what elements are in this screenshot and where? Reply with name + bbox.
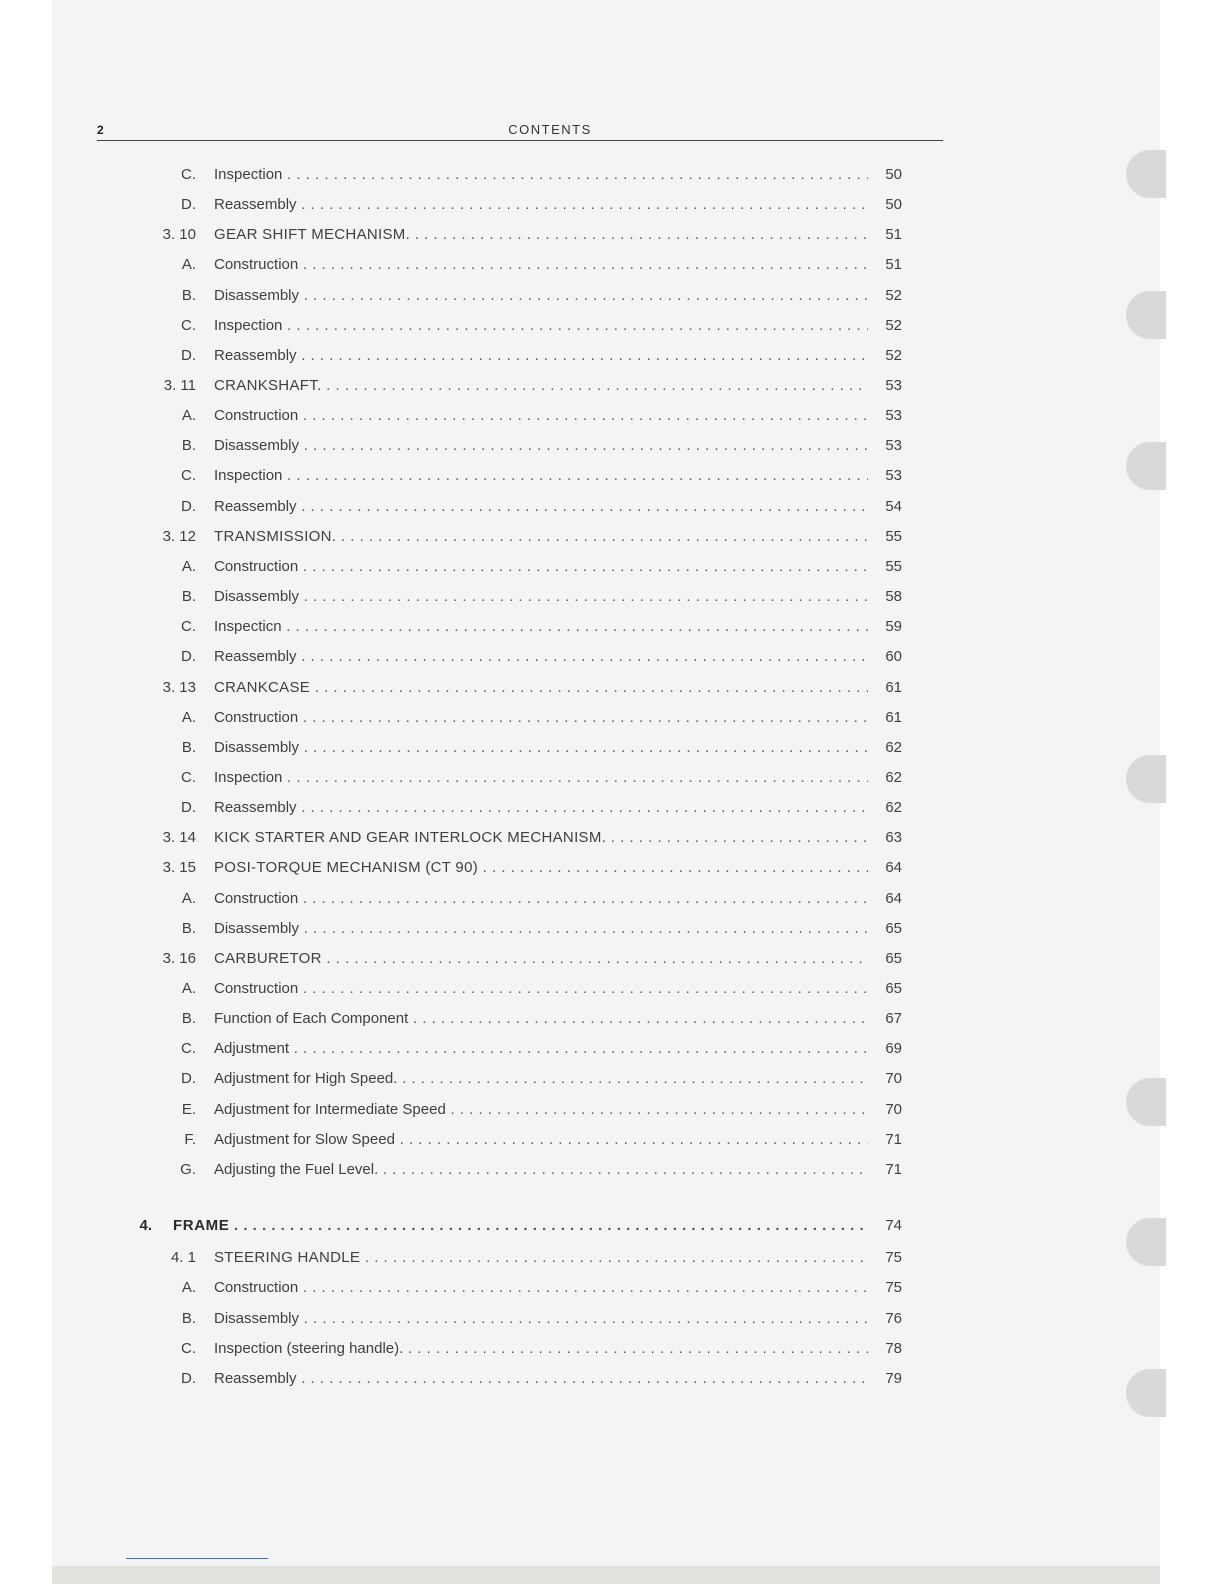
toc-entry-title: CARBURETOR . . . bbox=[214, 948, 868, 970]
toc-entry-number: 3. 14 bbox=[162, 829, 196, 846]
toc-item-row[interactable] bbox=[0, 586, 1224, 608]
toc-entry-title: Disassembly . . . bbox=[214, 1308, 868, 1330]
toc-entry-page: 52 bbox=[885, 317, 902, 334]
toc-entry-title: KICK STARTER AND GEAR INTERLOCK MECHANISM. . . . bbox=[214, 827, 868, 849]
toc-entry-page: 54 bbox=[885, 498, 902, 515]
toc-entry-title: STEERING HANDLE . . . bbox=[214, 1247, 868, 1269]
toc-item-row[interactable] bbox=[0, 194, 1224, 216]
toc-entry-page: 63 bbox=[885, 829, 902, 846]
toc-item-row[interactable] bbox=[0, 646, 1224, 668]
toc-item-row[interactable] bbox=[0, 1368, 1224, 1390]
binder-hole bbox=[1126, 442, 1166, 490]
toc-entry-page: 51 bbox=[885, 226, 902, 243]
toc-entry-number: G. bbox=[180, 1161, 196, 1178]
toc-entry-page: 50 bbox=[885, 196, 902, 213]
toc-item-row[interactable] bbox=[0, 767, 1224, 789]
toc-entry-page: 53 bbox=[885, 437, 902, 454]
toc-entry-number: 3. 11 bbox=[163, 377, 196, 394]
toc-entry-page: 64 bbox=[885, 859, 902, 876]
toc-item-row[interactable] bbox=[0, 737, 1224, 759]
toc-entry-title: Disassembly . . . bbox=[214, 586, 868, 608]
toc-entry-number: A. bbox=[181, 1279, 196, 1296]
toc-entry-number: A. bbox=[181, 558, 196, 575]
toc-entry-number: E. bbox=[181, 1101, 196, 1118]
toc-item-row[interactable] bbox=[0, 345, 1224, 367]
toc-entry-number: B. bbox=[181, 920, 196, 937]
binder-hole bbox=[1126, 1218, 1166, 1266]
toc-entry-title: Adjustment for Intermediate Speed . . . bbox=[214, 1099, 868, 1121]
toc-entry-page: 53 bbox=[885, 467, 902, 484]
toc-chapter-row[interactable] bbox=[0, 1215, 1224, 1237]
toc-entry-number: C. bbox=[181, 618, 196, 635]
toc-entry-page: 61 bbox=[885, 679, 902, 696]
toc-entry-title: Construction . . . bbox=[214, 405, 868, 427]
binder-hole bbox=[1126, 150, 1166, 198]
toc-item-row[interactable] bbox=[0, 405, 1224, 427]
toc-entry-page: 75 bbox=[885, 1249, 902, 1266]
toc-entry-number: F. bbox=[184, 1131, 196, 1148]
header-rule bbox=[97, 140, 943, 141]
toc-section-row[interactable] bbox=[0, 224, 1224, 246]
toc-entry-title: Construction . . . bbox=[214, 978, 868, 1000]
toc-entry-page: 67 bbox=[885, 1010, 902, 1027]
toc-item-row[interactable] bbox=[0, 978, 1224, 1000]
toc-entry-number: C. bbox=[181, 166, 196, 183]
toc-item-row[interactable] bbox=[0, 1099, 1224, 1121]
toc-entry-number: B. bbox=[181, 437, 196, 454]
toc-entry-page: 62 bbox=[885, 799, 902, 816]
toc-entry-number: D. bbox=[181, 1370, 196, 1387]
toc-entry-number: A. bbox=[181, 256, 196, 273]
toc-entry-title: POSI-TORQUE MECHANISM (CT 90) . . . bbox=[214, 857, 868, 879]
toc-entry-title: TRANSMISSION. . . . bbox=[214, 526, 868, 548]
bottom-link-underline bbox=[126, 1558, 268, 1559]
toc-entry-title: Disassembly . . . bbox=[214, 435, 868, 457]
toc-entry-title: Reassembly . . . bbox=[214, 345, 868, 367]
toc-entry-number: C. bbox=[181, 769, 196, 786]
toc-entry-number: B. bbox=[181, 287, 196, 304]
toc-section-row[interactable] bbox=[0, 526, 1224, 548]
toc-item-row[interactable] bbox=[0, 1159, 1224, 1181]
toc-entry-title: Construction . . . bbox=[214, 707, 868, 729]
toc-item-row[interactable] bbox=[0, 254, 1224, 276]
toc-entry-page: 62 bbox=[885, 769, 902, 786]
toc-item-row[interactable] bbox=[0, 707, 1224, 729]
toc-section-row[interactable] bbox=[0, 948, 1224, 970]
toc-entry-number: A. bbox=[181, 709, 196, 726]
toc-entry-page: 64 bbox=[885, 890, 902, 907]
toc-entry-number: B. bbox=[181, 739, 196, 756]
toc-entry-title: Adjustment . . . bbox=[214, 1038, 868, 1060]
toc-item-row[interactable] bbox=[0, 164, 1224, 186]
toc-entry-title: Inspecticn . . . bbox=[214, 616, 868, 638]
toc-entry-number: 4. 1 bbox=[170, 1249, 196, 1266]
toc-entry-title: Construction . . . bbox=[214, 888, 868, 910]
toc-entry-title: GEAR SHIFT MECHANISM. . . . bbox=[214, 224, 868, 246]
toc-entry-number: D. bbox=[181, 648, 196, 665]
toc-entry-number: C. bbox=[181, 1040, 196, 1057]
toc-entry-page: 50 bbox=[885, 166, 902, 183]
toc-entry-page: 76 bbox=[885, 1310, 902, 1327]
toc-item-row[interactable] bbox=[0, 285, 1224, 307]
toc-entry-page: 52 bbox=[885, 287, 902, 304]
toc-item-row[interactable] bbox=[0, 315, 1224, 337]
toc-entry-title: Adjusting the Fuel Level. . . . bbox=[214, 1159, 868, 1181]
toc-entry-number: D. bbox=[181, 347, 196, 364]
toc-entry-page: 60 bbox=[885, 648, 902, 665]
toc-entry-title: Reassembly . . . bbox=[214, 194, 868, 216]
binder-hole bbox=[1126, 755, 1166, 803]
toc-entry-page: 52 bbox=[885, 347, 902, 364]
toc-entry-page: 59 bbox=[885, 618, 902, 635]
toc-entry-page: 78 bbox=[885, 1340, 902, 1357]
toc-item-row[interactable] bbox=[0, 1338, 1224, 1360]
toc-entry-page: 70 bbox=[885, 1070, 902, 1087]
toc-entry-title: Construction . . . bbox=[214, 556, 868, 578]
toc-item-row[interactable] bbox=[0, 1008, 1224, 1030]
toc-item-row[interactable] bbox=[0, 1068, 1224, 1090]
toc-entry-title: Inspection (steering handle). . . . bbox=[214, 1338, 868, 1360]
toc-entry-title: Reassembly . . . bbox=[214, 646, 868, 668]
toc-entry-page: 74 bbox=[885, 1217, 902, 1234]
toc-entry-page: 69 bbox=[885, 1040, 902, 1057]
running-head: CONTENTS bbox=[508, 122, 592, 137]
toc-entry-number: D. bbox=[181, 799, 196, 816]
toc-section-row[interactable] bbox=[0, 857, 1224, 879]
toc-entry-number: C. bbox=[181, 467, 196, 484]
toc-entry-page: 53 bbox=[885, 377, 902, 394]
toc-item-row[interactable] bbox=[0, 1308, 1224, 1330]
toc-entry-title: Reassembly . . . bbox=[214, 797, 868, 819]
toc-entry-number: 3. 13 bbox=[162, 679, 196, 696]
toc-item-row[interactable] bbox=[0, 496, 1224, 518]
binder-hole bbox=[1126, 1078, 1166, 1126]
toc-section-row[interactable] bbox=[0, 375, 1224, 397]
toc-entry-number: 3. 16 bbox=[162, 950, 196, 967]
toc-entry-number: D. bbox=[181, 498, 196, 515]
toc-entry-page: 70 bbox=[885, 1101, 902, 1118]
toc-entry-number: 4. bbox=[139, 1217, 152, 1234]
toc-entry-title: Reassembly . . . bbox=[214, 496, 868, 518]
toc-entry-page: 65 bbox=[885, 950, 902, 967]
toc-entry-number: B. bbox=[181, 1310, 196, 1327]
toc-entry-title: Inspection . . . bbox=[214, 315, 868, 337]
toc-entry-title: Reassembly . . . bbox=[214, 1368, 868, 1390]
toc-item-row[interactable] bbox=[0, 1277, 1224, 1299]
toc-entry-title: Inspection . . . bbox=[214, 465, 868, 487]
binder-hole bbox=[1126, 1369, 1166, 1417]
toc-entry-title: CRANKSHAFT. . . . bbox=[214, 375, 868, 397]
page-bottom-edge bbox=[52, 1566, 1160, 1584]
toc-entry-number: B. bbox=[181, 588, 196, 605]
toc-entry-title: Adjustment for High Speed. . . . bbox=[214, 1068, 868, 1090]
toc-entry-title: Function of Each Component . . . bbox=[214, 1008, 868, 1030]
toc-entry-number: A. bbox=[181, 890, 196, 907]
toc-entry-title: Construction . . . bbox=[214, 254, 868, 276]
toc-item-row[interactable] bbox=[0, 616, 1224, 638]
binder-hole bbox=[1126, 291, 1166, 339]
toc-entry-number: A. bbox=[181, 980, 196, 997]
toc-entry-page: 58 bbox=[885, 588, 902, 605]
toc-section-row[interactable] bbox=[0, 1247, 1224, 1269]
page-number: 2 bbox=[97, 123, 104, 137]
toc-entry-title: Disassembly . . . bbox=[214, 918, 868, 940]
toc-entry-number: D. bbox=[181, 196, 196, 213]
toc-entry-title: Construction . . . bbox=[214, 1277, 868, 1299]
toc-entry-title: Inspection . . . bbox=[214, 164, 868, 186]
toc-entry-title: CRANKCASE . . . bbox=[214, 677, 868, 699]
toc-entry-page: 53 bbox=[885, 407, 902, 424]
toc-item-row[interactable] bbox=[0, 556, 1224, 578]
toc-entry-page: 62 bbox=[885, 739, 902, 756]
toc-section-row[interactable] bbox=[0, 677, 1224, 699]
toc-entry-number: B. bbox=[181, 1010, 196, 1027]
toc-entry-title: Inspection . . . bbox=[214, 767, 868, 789]
toc-entry-number: 3. 15 bbox=[162, 859, 196, 876]
toc-entry-number: D. bbox=[181, 1070, 196, 1087]
toc-entry-page: 65 bbox=[885, 920, 902, 937]
toc-entry-number: C. bbox=[181, 317, 196, 334]
toc-entry-page: 71 bbox=[885, 1131, 902, 1148]
toc-entry-page: 51 bbox=[885, 256, 902, 273]
toc-entry-number: 3. 12 bbox=[162, 528, 196, 545]
toc-entry-page: 55 bbox=[885, 528, 902, 545]
toc-item-row[interactable] bbox=[0, 797, 1224, 819]
toc-entry-number: 3. 10 bbox=[162, 226, 196, 243]
toc-item-row[interactable] bbox=[0, 888, 1224, 910]
toc-item-row[interactable] bbox=[0, 465, 1224, 487]
toc-entry-number: C. bbox=[181, 1340, 196, 1357]
toc-entry-title: Adjustment for Slow Speed . . . bbox=[214, 1129, 868, 1151]
toc-entry-title: FRAME . . . bbox=[173, 1215, 868, 1237]
toc-entry-page: 75 bbox=[885, 1279, 902, 1296]
toc-item-row[interactable] bbox=[0, 1038, 1224, 1060]
toc-section-row[interactable] bbox=[0, 827, 1224, 849]
toc-entry-page: 61 bbox=[885, 709, 902, 726]
toc-entry-number: A. bbox=[181, 407, 196, 424]
toc-entry-title: Disassembly . . . bbox=[214, 285, 868, 307]
toc-entry-page: 71 bbox=[885, 1161, 902, 1178]
toc-item-row[interactable] bbox=[0, 435, 1224, 457]
toc-entry-title: Disassembly . . . bbox=[214, 737, 868, 759]
toc-item-row[interactable] bbox=[0, 918, 1224, 940]
toc-entry-page: 65 bbox=[885, 980, 902, 997]
toc-entry-page: 79 bbox=[885, 1370, 902, 1387]
toc-item-row[interactable] bbox=[0, 1129, 1224, 1151]
toc-entry-page: 55 bbox=[885, 558, 902, 575]
